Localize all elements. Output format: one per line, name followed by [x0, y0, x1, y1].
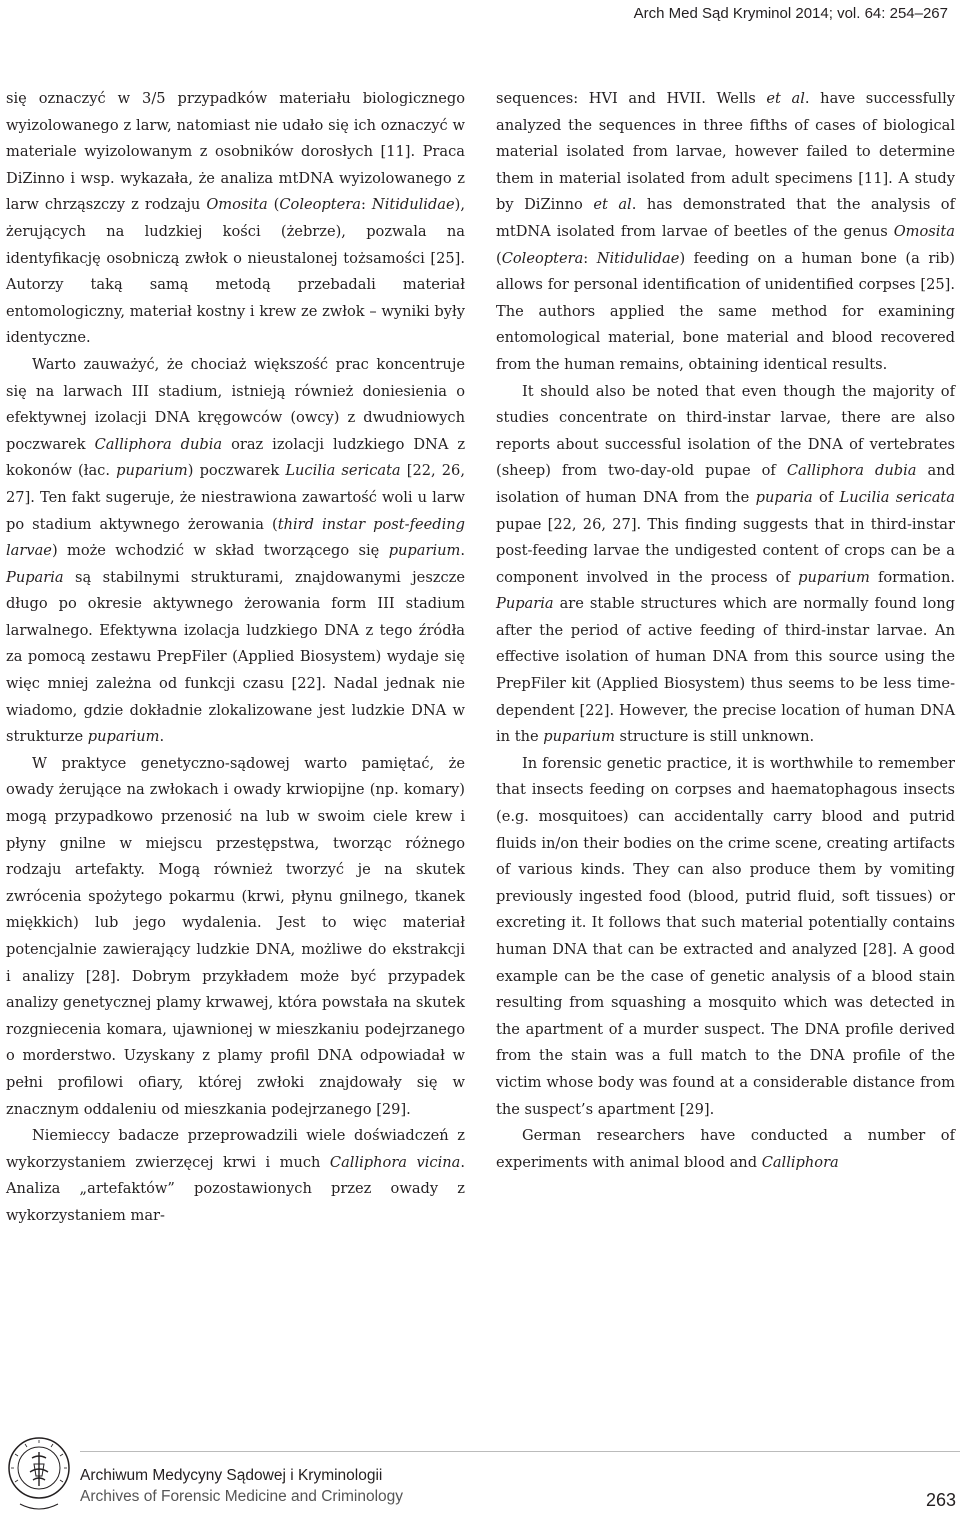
italic-text-run: Puparia	[6, 568, 64, 586]
italic-text-run: Lucilia sericata	[839, 488, 955, 506]
text-run: structure is still unknown.	[614, 728, 815, 746]
running-head: Arch Med Sąd Kryminol 2014; vol. 64: 254–267	[633, 5, 948, 22]
italic-text-run: Coleoptera	[279, 196, 361, 214]
text-run: .	[159, 728, 165, 746]
right-column	[496, 86, 955, 1176]
text-run: are stable structures which are normally found long after the period of active feeding of third-instar larvae. An effective isolation of human DNA from this source using the PrepFiler kit (Applied Biosystem) thus seems to be less time-dependent [22]. However, the precise location of human DNA in the	[496, 595, 955, 746]
text-run: W praktyce genetyczno-sądowej warto pamiętać, że owady żerujące na zwłokach i owady krwiopijne (np. komary) mogą przypadkowo przenosić na lub w swoim ciele krew i płyny gnilne w miejscu przestępstwa, tworząc różnego rodzaju artefakty. Mogą również tworzyć je na skutek zwrócenia spożytego pokarmu (krwi, płynu gnilnego, tkanek miękkich) lub jego wydalenia. Jest to więc materiał potencjalnie zawierający ludzkie DNA, możliwe do ekstrakcji i analizy [28]. Dobrym przykładem może być przypadek analizy genetycznej plamy krwawej, która powstała na skutek rozgniecenia komara, ujawnionej w mieszkaniu podejrzanego o morderstwo. Uzyskany z plamy profil DNA odpowiadał w pełni profilowi ofiary, której zwłoki znajdowały się w znacznym oddaleniu od mieszkania podejrzanego [29].	[6, 754, 465, 1118]
left-column	[6, 86, 465, 1230]
italic-text-run: Omosita	[206, 196, 268, 214]
italic-text-run: puparium	[388, 542, 461, 560]
italic-text-run: Puparia	[496, 595, 554, 613]
text-run: . Analiza „artefaktów” pozostawionych przez owady z wykorzystaniem mar-	[6, 1153, 465, 1224]
text-run: formation.	[869, 568, 955, 586]
italic-text-run: Calliphora dubia	[94, 435, 223, 453]
italic-text-run: Calliphora vicina	[329, 1153, 461, 1171]
text-run: się oznaczyć w 3/5 przypadków materiału biologicznego wyizolowanego z larw, natomiast nie udało się ich oznaczyć w materiale wyizolowanym z osobników dorosłych [11]. Praca DiZinno i wsp. wykazała, że analiza mtDNA wyizolowanego z larw chrząszczy z rodzaju	[6, 90, 465, 214]
italic-text-run: Calliphora	[761, 1153, 839, 1171]
italic-text-run: Nitidulidae	[596, 249, 680, 267]
italic-text-run: puparium	[798, 568, 870, 586]
footer-rule	[80, 1451, 960, 1452]
paragraph	[6, 86, 465, 352]
italic-text-run: Lucilia sericata	[285, 462, 401, 480]
italic-text-run: Nitidulidae	[371, 196, 455, 214]
journal-name-polish: Archiwum Medycyny Sądowej i Kryminologii	[80, 1467, 383, 1484]
italic-text-run: et al	[593, 196, 632, 214]
page-number: 263	[925, 1490, 956, 1510]
text-run: sequences: HVI and HVII. Wells	[496, 90, 767, 107]
paragraph	[6, 352, 465, 751]
text-run: (	[267, 196, 280, 214]
text-run: (	[496, 249, 502, 267]
text-run: . have successfully analyzed the sequences in three fifths of cases of biological material isolated from larvae, however failed to determine them in material isolated from adult specimens [11]. A study by DiZinno	[496, 90, 955, 214]
italic-text-run: third instar post-feeding larvae	[6, 515, 465, 560]
paragraph	[496, 86, 955, 379]
paragraph	[496, 751, 955, 1123]
text-run: pupae [22, 26, 27]. This finding suggests that in third-instar post-feeding larvae the undigested content of crops can be a component involved in the process of	[496, 515, 955, 586]
italic-text-run: Calliphora dubia	[786, 462, 917, 480]
italic-text-run: puparia	[755, 488, 813, 506]
text-run: of	[812, 488, 840, 506]
text-run: [22, 26, 27]. Ten fakt sugeruje, że niestrawiona zawartość woli u larw po stadium aktywnego żerowania (	[6, 462, 465, 533]
journal-name-english: Archives of Forensic Medicine and Criminology	[80, 1488, 404, 1505]
text-run: German researchers have conducted a number of experiments with animal blood and	[496, 1127, 955, 1171]
journal-name	[80, 1465, 403, 1507]
text-run: . has demonstrated that the analysis of mtDNA isolated from larvae of beetles of the genus	[496, 196, 955, 240]
text-run: It should also be noted that even though the majority of studies concentrate on third-instar larvae, there are also reports about successful isolation of the DNA of vertebrates (sheep) from two-day-old pupae of	[496, 382, 955, 480]
text-run: ) może wchodzić w skład tworzącego się	[51, 542, 389, 560]
text-run: ) feeding on a human bone (a rib) allows for personal identification of unidentified corpses [25]. The authors applied the same method for examining entomological material, bone material and blood recovered from the human remains, obtaining identical results.	[496, 249, 956, 373]
italic-text-run: et al	[766, 90, 805, 107]
paragraph	[496, 379, 955, 751]
text-run: .	[460, 542, 465, 560]
italic-text-run: puparium	[87, 728, 160, 746]
text-run: Niemieccy badacze przeprowadzili wiele doświadczeń z wykorzystaniem zwierzęcej krwi i much	[6, 1127, 465, 1171]
italic-text-run: Coleoptera	[501, 249, 584, 267]
italic-text-run: puparium	[116, 462, 188, 480]
text-run: ), żerujących na ludzkiej kości (żebrze), pozwala na identyfikację osobniczą zwłok o nieustalonej tożsamości [25]. Autorzy taką samą metodą przebadali materiał entomologiczny, materiał kostny i krew ze zwłok – wyniki były identyczne.	[6, 196, 465, 347]
text-run: są stabilnymi strukturami, znajdowanymi jeszcze długo po okresie aktywnego żerowania form III stadium larwalnego. Efektywna izolacja ludzkiego DNA z tego źródła za pomocą zestawu PrepFiler (Applied Biosystem) wydaje się więc mniej zależna od funkcji czasu [22]. Nadal jednak nie wiadomo, gdzie dokładnie zlokalizowane jest ludzkie DNA w strukturze	[6, 568, 465, 746]
society-seal-logo	[6, 1428, 72, 1516]
paragraph	[6, 751, 465, 1123]
paragraph	[6, 1123, 465, 1229]
paragraph	[496, 1123, 955, 1176]
text-run: ) poczwarek	[187, 462, 286, 480]
italic-text-run: Omosita	[893, 222, 955, 240]
text-run: and isolation of human DNA from the	[496, 462, 955, 506]
text-run: In forensic genetic practice, it is worthwhile to remember that insects feeding on corpses and haematophagous insects (e.g. mosquitoes) can accidentally carry blood and putrid fluids in/on their bodies on the crime scene, creating artifacts of various kinds. They can also produce them by vomiting previously ingested food (blood, putrid fluid, soft tissues) or excreting it. It follows that such material potentially contains human DNA that can be extracted and analyzed [28]. A good example can be the case of genetic analysis of a blood stain resulting from squashing a mosquito which was detected in the apartment of a murder suspect. The DNA profile derived from the stain was a full match to the DNA profile of the victim whose body was found at a considerable distance from the suspect’s apartment [29].	[496, 754, 955, 1118]
italic-text-run: puparium	[543, 728, 615, 746]
text-run: oraz izolacji ludzkiego DNA z kokonów (łac.	[6, 435, 466, 480]
text-run: :	[583, 249, 597, 267]
text-run: Warto zauważyć, że chociaż większość prac koncentruje się na larwach III stadium, istnieją również doniesienia o efektywnej izolacji DNA kręgowców (owcy) z dwudniowych poczwarek	[6, 355, 465, 453]
text-run: :	[360, 196, 372, 214]
